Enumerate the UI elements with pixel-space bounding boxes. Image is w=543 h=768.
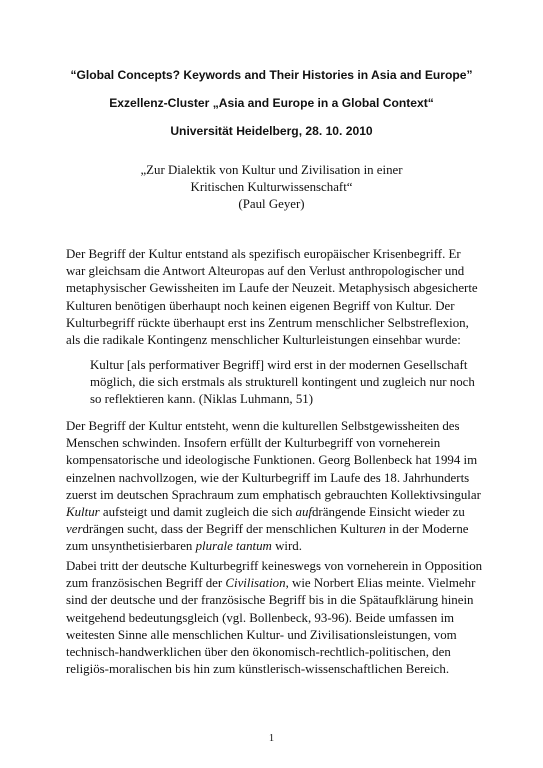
quote-line: möglich, die sich erstmals als strukturell kontingent und zugleich nur noch bbox=[90, 375, 475, 390]
text-line: sind der deutsche und der französische Begriff bis in die Spätaufklärung hinein bbox=[66, 593, 474, 608]
text-line: einzelnen nachvollzogen, wie der Kulturbegriff im Laufe des 18. Jahrhunderts bbox=[66, 470, 470, 485]
place-date: Universität Heidelberg, 28. 10. 2010 bbox=[170, 124, 373, 138]
text-line: religiös-moralischen bis hin zum künstlerisch-wissenschaftlichen Bereich. bbox=[66, 662, 450, 677]
text-line: verdrängen sucht, dass der Begriff der menschlichen Kulturen in der Moderne bbox=[66, 522, 469, 537]
conference-title: “Global Concepts? Keywords and Their Histories in Asia and Europe” bbox=[70, 68, 473, 82]
paragraph-2 bbox=[66, 418, 484, 556]
author: (Paul Geyer) bbox=[238, 197, 305, 211]
block-quote bbox=[90, 357, 490, 409]
text-line: zuerst im deutschen Sprachraum zum emphatisch gebrauchten Kollektivsingular bbox=[66, 487, 481, 502]
lecture-title-line1: „Zur Dialektik von Kultur und Zivilisation in einer bbox=[140, 163, 403, 177]
text-line: Dabei tritt der deutsche Kulturbegriff keineswegs von vorneherein in Opposition bbox=[66, 559, 483, 573]
text-line: war gleichsam die Antwort Alteuropas auf den Verlust anthropologischer und bbox=[66, 264, 465, 279]
text-line: Der Begriff der Kultur entsteht, wenn die kulturellen Selbstgewissheiten des bbox=[66, 419, 460, 433]
cluster-title: Exzellenz-Cluster „Asia and Europe in a Global Context“ bbox=[109, 96, 434, 110]
text-line: zum französischen Begriff der Civilisation, wie Norbert Elias meinte. Vielmehr bbox=[66, 576, 476, 591]
text-line: als die radikale Kontingenz menschlicher Kulturleistungen einsehbar wurde: bbox=[66, 333, 461, 348]
lecture-title-line2: Kritischen Kulturwissenschaft“ bbox=[190, 180, 353, 194]
page-number: 1 bbox=[268, 733, 275, 744]
italic-term: plurale tantum bbox=[195, 539, 272, 554]
italic-term: ver bbox=[66, 522, 83, 537]
text-line: metaphysischer Gewissheiten im Laufe der Neuzeit. Metaphysisch abgesicherte bbox=[66, 281, 478, 296]
text-line: Der Begriff der Kultur entstand als spezifisch europäischer Krisenbegriff. Er bbox=[66, 247, 461, 261]
paragraph-1 bbox=[66, 246, 484, 349]
italic-term: auf bbox=[295, 505, 312, 520]
text-line: Kultur aufsteigt und damit zugleich die sich aufdrängende Einsicht wieder zu bbox=[66, 505, 465, 520]
quote-line: Kultur [als performativer Begriff] wird erst in der modernen Gesellschaft bbox=[90, 358, 468, 372]
text-line: zum unsynthetisierbaren plurale tantum wird. bbox=[66, 539, 302, 554]
text-line: Menschen schwinden. Insofern erfüllt der Kulturbegriff von vorneherein bbox=[66, 436, 441, 451]
lecture-title bbox=[0, 162, 543, 213]
text-line: weitgehend bedeutungsgleich (vgl. Bollenbeck, 93-96). Beide umfassen im bbox=[66, 610, 455, 625]
text-line: weitesten Sinne alle menschlichen Kultur- und Zivilisationsleistungen, vom bbox=[66, 627, 457, 642]
italic-term: Kultur bbox=[66, 505, 100, 520]
text-line: Kulturbegriff rückte überhaupt erst ins Zentrum menschlicher Selbstreflexion, bbox=[66, 315, 469, 330]
italic-term: en bbox=[373, 522, 386, 537]
text-line: kompensatorische und ideologische Funktionen. Georg Bollenbeck hat 1994 im bbox=[66, 453, 478, 468]
text-line: technisch-handwerklichen über den ökonomisch-rechtlich-politischen, den bbox=[66, 645, 451, 660]
text-line: Kulturen benötigen überhaupt noch keinen eigenen Begriff von Kultur. Der bbox=[66, 298, 455, 313]
quote-line: so reflektieren kann. (Niklas Luhmann, 51) bbox=[90, 392, 314, 407]
italic-term: Civilisation bbox=[225, 576, 286, 591]
paragraph-3 bbox=[66, 558, 484, 678]
